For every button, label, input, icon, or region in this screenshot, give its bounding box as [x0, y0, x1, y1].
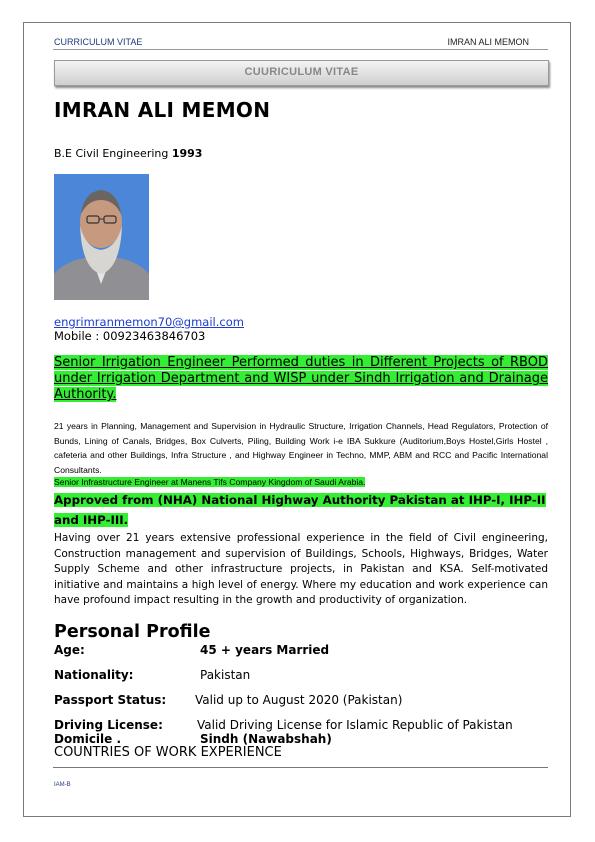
- header-doc-type: CURRICULUM VITAE: [54, 37, 143, 47]
- countries-heading: COUNTRIES OF WORK EXPERIENCE: [54, 745, 282, 760]
- degree-year: 1993: [171, 147, 203, 160]
- domicile-label: Domicile .: [54, 732, 122, 746]
- nationality-value: Pakistan: [200, 668, 251, 682]
- candidate-name: IMRAN ALI MEMON: [54, 98, 271, 122]
- footer-mark: IAM-B: [54, 782, 71, 788]
- nationality-label: Nationality:: [54, 668, 134, 682]
- domicile-value: Sindh (Nawabshah): [200, 732, 332, 746]
- nha-approval-text: Approved from (NHA) National Highway Authority Pakistan at IHP-I, IHP-II and IHP-III.: [54, 493, 546, 527]
- senior-engineer-line: Senior Infrastructure Engineer at Manens Tifs Company Kingdom of Saudi Arabia.: [54, 477, 366, 487]
- driving-value: Valid Driving License for Islamic Republic of Pakistan: [197, 718, 513, 732]
- driving-label: Driving License:: [54, 718, 163, 732]
- passport-label: Passport Status:: [54, 693, 167, 707]
- professional-summary: Having over 21 years extensive professional experience in the field of Civil engineering, Construction management and supervision of Buildings, Schools, Highways, Bridges, Water Supply Scheme and other infrastructure projects, in Pakistan and KSA. Self-motivated initiative and maintains a high level of energy. Where my education and work experience can have profound impact resulting in the growth and productivity of organization.: [54, 532, 548, 606]
- personal-profile-heading: Personal Profile: [54, 622, 211, 642]
- experience-paragraph: 21 years in Planning, Management and Supervision in Hydraulic Structure, Irrigation Channels, Head Regulators, Protection of Bunds, Lining of Canals, Bridges, Box Culverts, Piling, Building Work i-e IBA Sukkure (Auditorium,Boys Hostel,Girls Hostel , cafeteria and other Buildings, Infra Structure , and Highway Engineer in Techno, MMP, ABM and RCC and Pacific International Consultants.: [54, 421, 548, 475]
- degree-line: [54, 147, 202, 160]
- profile-photo: [54, 174, 149, 300]
- highlighted-role-summary: [54, 355, 548, 403]
- header-author: IMRAN ALI MEMON: [447, 37, 529, 47]
- mobile-number: Mobile : 00923463846703: [54, 329, 206, 343]
- age-label: Age:: [54, 643, 85, 657]
- passport-value: Valid up to August 2020 (Pakistan): [195, 693, 403, 707]
- portrait-illustration: [54, 174, 149, 300]
- email-link[interactable]: engrimranmemon70@gmail.com: [54, 315, 244, 329]
- degree-text: B.E Civil Engineering: [54, 147, 172, 160]
- footer-divider: [53, 767, 548, 768]
- header-divider: [53, 49, 548, 50]
- nha-approval: [54, 490, 548, 530]
- cv-title-bar: CUURICULUM VITAE: [54, 60, 549, 86]
- highlighted-role-text: Senior Irrigation Engineer Performed duties in Different Projects of RBOD under Irrigation Department and WISP under Sindh Irrigation and Drainage Authority.: [54, 355, 548, 402]
- age-value: 45 + years Married: [200, 643, 330, 657]
